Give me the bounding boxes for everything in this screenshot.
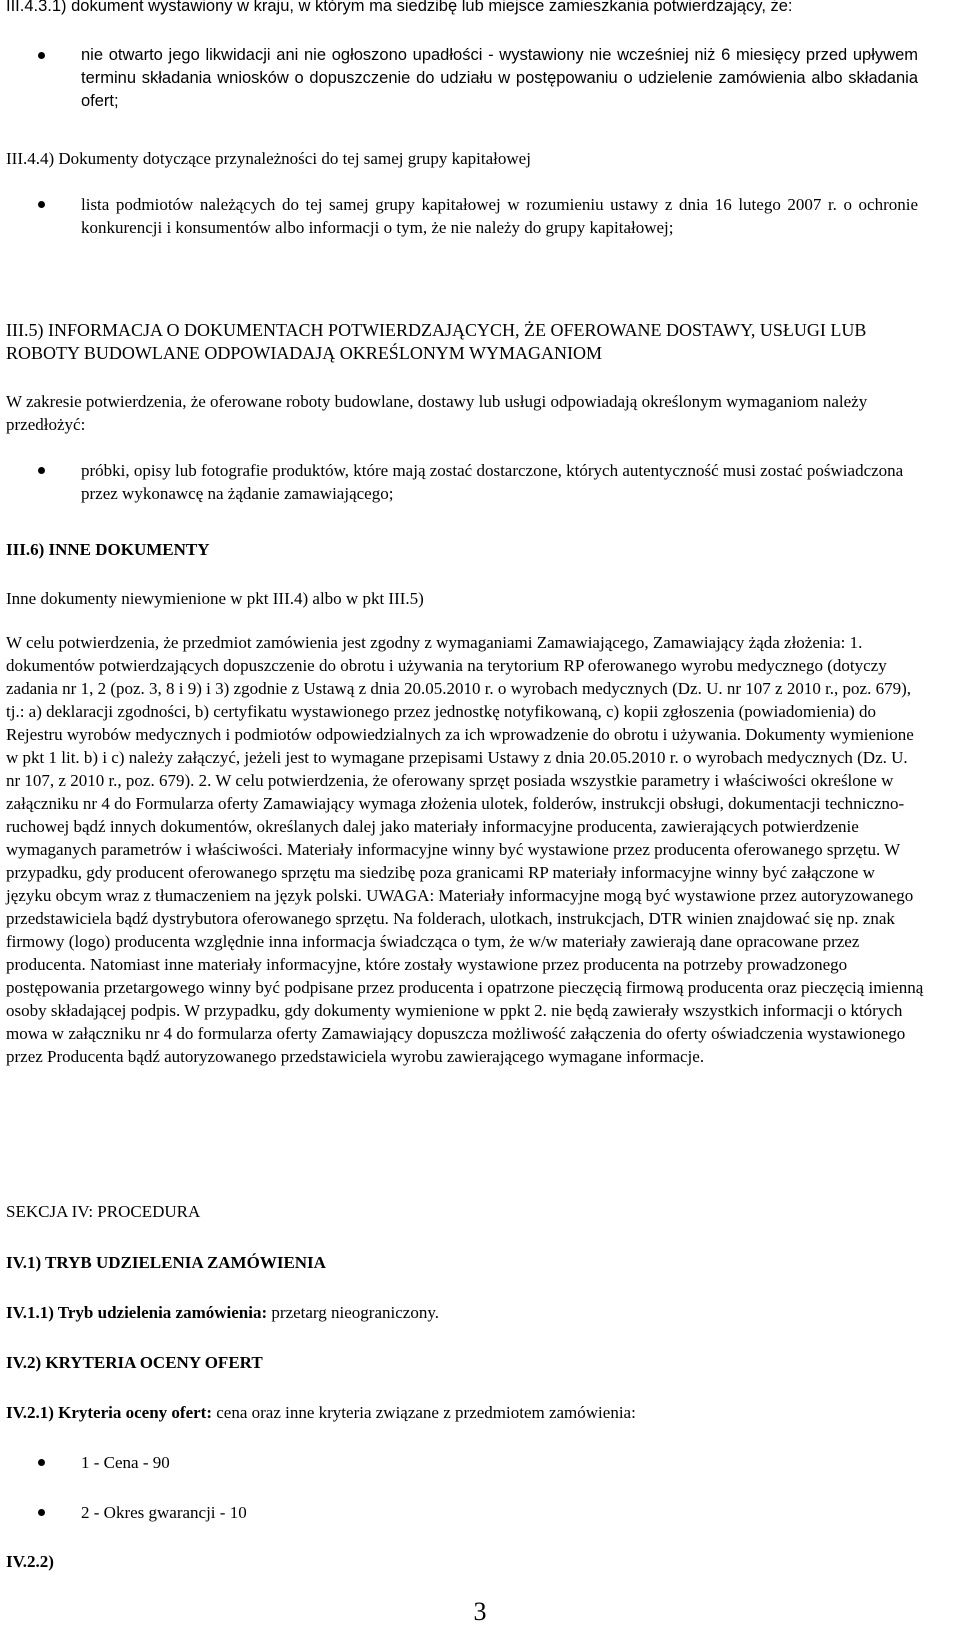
section-subheading: Inne dokumenty niewymienione w pkt III.4) albo w pkt III.5) [6,589,424,608]
bullet-list [6,459,918,505]
bullet-icon [38,201,45,208]
list-item [6,1501,921,1524]
list-item-text: nie otwarto jego likwidacji ani nie ogłoszono upadłości - wystawiony nie wcześniej niż 6 miesięcy przed upływem terminu składania wniosków o dopuszczenie do udziału w postępowaniu o udzielenie zamówienia albo składania ofert; [81,46,918,110]
section-heading-iii-6: III.6) INNE DOKUMENTY [6,540,210,559]
bullet-list [6,44,918,113]
criterion-text: 1 - Cena - 90 [81,1453,170,1472]
section-title-iv: SEKCJA IV: PROCEDURA [6,1202,201,1221]
section-heading-iii-5: III.5) INFORMACJA O DOKUMENTACH POTWIERDZAJĄCYCH, ŻE OFEROWANE DOSTAWY, USŁUGI LUB ROBOTY BUDOWLANE ODPOWIADAJĄ OKREŚLONYM WYMAGANIOM [6,320,867,363]
section-heading-iv-2-2: IV.2.2) [6,1552,54,1571]
field-value: przetarg nieograniczony. [271,1303,439,1322]
bullet-icon [38,467,45,474]
field-label: IV.2.1) Kryteria oceny ofert: [6,1403,212,1422]
section-heading-iii-4-3-1: III.4.3.1) dokument wystawiony w kraju, w którym ma siedzibę lub miejsce zamieszkania potwierdzający, że: [6,0,793,15]
list-item [6,1451,921,1474]
list-item [6,44,918,113]
list-item-text: próbki, opisy lub fotografie produktów, które mają zostać dostarczone, których autentyczność musi zostać poświadczona przez wykonawcę na żądanie zamawiającego; [81,461,904,503]
section-heading-iv-1-1 [6,1301,439,1324]
field-value: cena oraz inne kryteria związane z przedmiotem zamówienia: [216,1403,636,1422]
section-body: W celu potwierdzenia, że przedmiot zamówienia jest zgodny z wymaganiami Zamawiającego, Zamawiający żąda złożenia: 1. dokumentów potwierdzających dopuszczenie do obrotu i używania na terytorium RP oferowanego wyrobu medycznego (dotyczy zadania nr 1, 2 (poz. 3, 8 i 9) i 3) zgodnie z Ustawą z dnia 20.05.2010 r. o wyrobach medycznych (Dz. U. nr 107 z 2010 r., poz. 679), tj.: a) deklaracji zgodności, b) certyfikatu wystawionego przez jednostkę notyfikowaną, c) kopii zgłoszenia (powiadomienia) do Rejestru wyrobów medycznych i podmiotów odpowiedzialnych za ich wprowadzenie do obrotu i używania. Dokumenty wymienione w pkt 1 lit. b) i c) należy załączyć, jeżeli jest to wymagane przepisami Ustawy z dnia 20.05.2010 r. o wyrobach medycznych (Dz. U. nr 107, z 2010 r., poz. 679). 2. W celu potwierdzenia, że oferowany sprzęt posiada wszystkie parametry i właściwości określone w załączniku nr 4 do Formularza oferty Zamawiający wymaga złożenia ulotek, folderów, instrukcji obsługi, dokumentacji techniczno-ruchowej bądź innych dokumentów, określanych dalej jako materiały informacyjne producenta, zawierających potwierdzenie wymaganych parametrów i właściwości. Materiały informacyjne winny być wystawione przez producenta oferowanego sprzętu. W przypadku, gdy producent oferowanego sprzętu ma siedzibę poza granicami RP materiały informacyjne winny być załączone w języku obcym wraz z tłumaczeniem na język polski. UWAGA: Materiały informacyjne mogą być wystawione przez autoryzowanego przedstawiciela bądź dystrybutora oferowanego sprzętu. Na folderach, ulotkach, instrukcjach, DTR winien znajdować się np. znak firmowy (logo) producenta względnie inna informacja świadcząca o tym, że w/w materiały zawierają dane opracowane przez producenta. Natomiast inne materiały informacyjne, które zostały wystawione przez producenta na potrzeby prowadzonego postępowania przetargowego winny być podpisane przez producenta i opatrzone pieczęcią firmową producenta oraz pieczęcią imienną osoby składającej podpis. W przypadku, gdy dokumenty wymienione w ppkt 2. nie będą zawierały wszystkich informacji o których mowa w załączniku nr 4 do formularza oferty Zamawiający dopuszcza możliwość załączenia do oferty oświadczenia wystawionego przez Producenta bądź autoryzowanego przedstawiciela wyrobu zawierającego wymagane informacje. [6,633,924,1066]
section-intro: W zakresie potwierdzenia, że oferowane roboty budowlane, dostawy lub usługi odpowiadają określonym wymaganiom należy przedłożyć: [6,392,868,434]
list-item [6,193,918,239]
criterion-text: 2 - Okres gwarancji - 10 [81,1503,247,1522]
bullet-icon [38,1459,45,1466]
section-heading-iv-2-1 [6,1401,636,1424]
list-item-text: lista podmiotów należących do tej samej grupy kapitałowej w rozumieniu ustawy z dnia 16 lutego 2007 r. o ochronie konkurencji i konsumentów albo informacji o tym, że nie należy do grupy kapitałowej; [81,195,918,237]
bullet-icon [38,1509,45,1516]
bullet-list [6,193,918,239]
section-heading-iii-4-4: III.4.4) Dokumenty dotyczące przynależności do tej samej grupy kapitałowej [6,149,531,168]
list-item [6,459,918,505]
bullet-icon [38,52,45,59]
section-heading-iv-1: IV.1) TRYB UDZIELENIA ZAMÓWIENIA [6,1253,326,1272]
page-number: 3 [473,1597,487,1626]
field-label: IV.1.1) Tryb udzielenia zamówienia: [6,1303,268,1322]
section-heading-iv-2: IV.2) KRYTERIA OCENY OFERT [6,1353,263,1372]
